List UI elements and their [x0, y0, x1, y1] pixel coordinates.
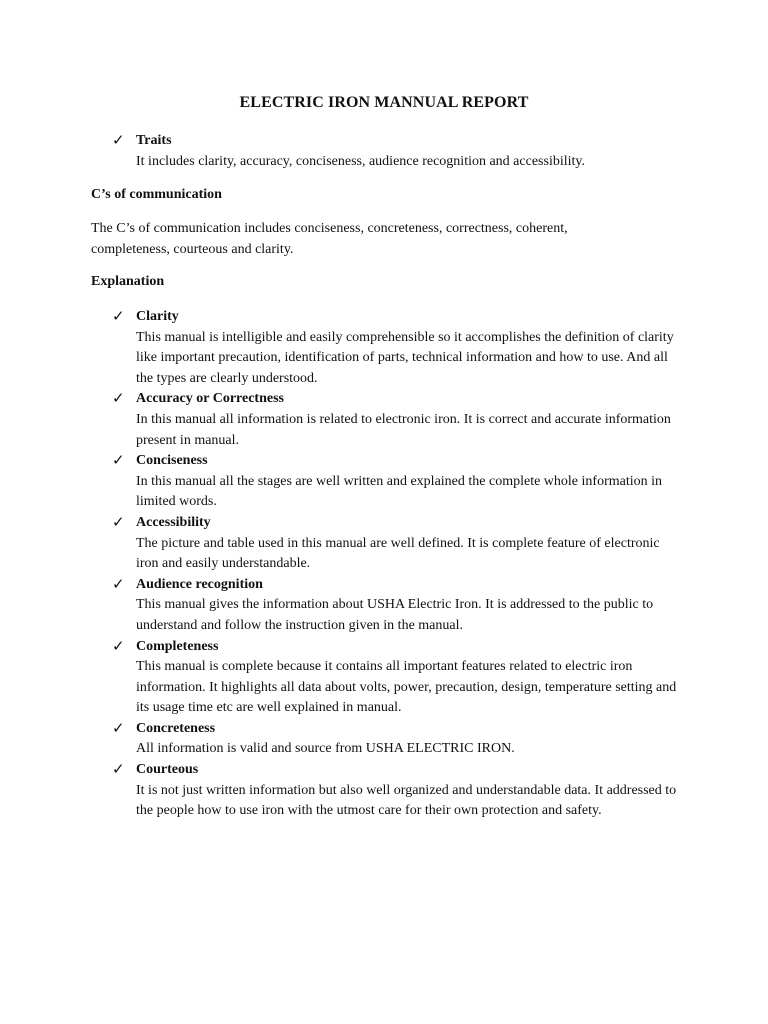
- checkmark-icon: ✓: [112, 718, 125, 737]
- item-title: Concreteness: [136, 720, 216, 736]
- item-body: This manual is complete because it contains all important features related to electric iron information. It highlights all data about volts, power, precaution, design, temperature setting and its usage time etc are well explained in manual.: [136, 659, 677, 716]
- checkmark-icon: ✓: [112, 131, 125, 149]
- checkmark-icon: ✓: [112, 760, 125, 779]
- traits-section: [112, 131, 712, 172]
- checkmark-icon: ✓: [112, 512, 125, 531]
- checkmark-icon: ✓: [112, 389, 125, 408]
- item-body: The picture and table used in this manual are well defined. It is complete feature of electronic iron and easily understandable.: [136, 535, 660, 572]
- traits-item: [112, 131, 712, 172]
- list-item-concreteness: [112, 719, 682, 760]
- item-body: In this manual all the stages are well written and explained the complete whole information in limited words.: [136, 473, 663, 510]
- cs-paragraph: The C’s of communication includes conciseness, concreteness, correctness, coherent, completeness, courteous and clarity.: [91, 221, 568, 257]
- checkmark-icon: ✓: [112, 574, 125, 593]
- traits-title: Traits: [136, 133, 172, 148]
- item-title: Clarity: [136, 309, 179, 324]
- list-item-clarity: [112, 307, 682, 389]
- item-title: Completeness: [136, 638, 219, 654]
- explanation-list: [112, 307, 682, 822]
- checkmark-icon: ✓: [112, 307, 125, 325]
- explanation-heading: Explanation: [91, 274, 165, 289]
- item-title: Accuracy or Correctness: [136, 391, 284, 407]
- list-item-accessibility: [112, 513, 682, 575]
- item-body: This manual gives the information about USHA Electric Iron. It is addressed to the public to understand and follow the instruction given in the manual.: [136, 597, 654, 633]
- checkmark-icon: ✓: [112, 451, 125, 470]
- item-title: Accessibility: [136, 514, 211, 530]
- document-title: ELECTRIC IRON MANNUAL REPORT: [239, 94, 529, 111]
- list-item-accuracy: [112, 389, 682, 451]
- item-body: In this manual all information is related to electronic iron. It is correct and accurate information present in manual.: [136, 411, 671, 448]
- item-body: All information is valid and source from USHA ELECTRIC IRON.: [136, 741, 515, 757]
- list-item-completeness: [112, 637, 682, 719]
- traits-body: It includes clarity, accuracy, conciseness, audience recognition and accessibility.: [136, 153, 585, 169]
- list-item-conciseness: [112, 451, 682, 513]
- item-title: Conciseness: [136, 453, 208, 469]
- cs-heading: C’s of communication: [91, 187, 222, 202]
- list-item-courteous: [112, 760, 682, 822]
- item-title: Courteous: [136, 762, 199, 778]
- item-title: Audience recognition: [136, 576, 263, 592]
- checkmark-icon: ✓: [112, 636, 125, 655]
- item-body: This manual is intelligible and easily comprehensible so it accomplishes the definition of clarity like important precaution, identification of parts, technical information and how to use. And all the types are clearly understood.: [136, 329, 674, 386]
- item-body: It is not just written information but also well organized and understandable data. It addressed to the people how to use iron with the utmost care for their own protection and safety.: [136, 782, 677, 819]
- list-item-audience-recognition: [112, 575, 682, 637]
